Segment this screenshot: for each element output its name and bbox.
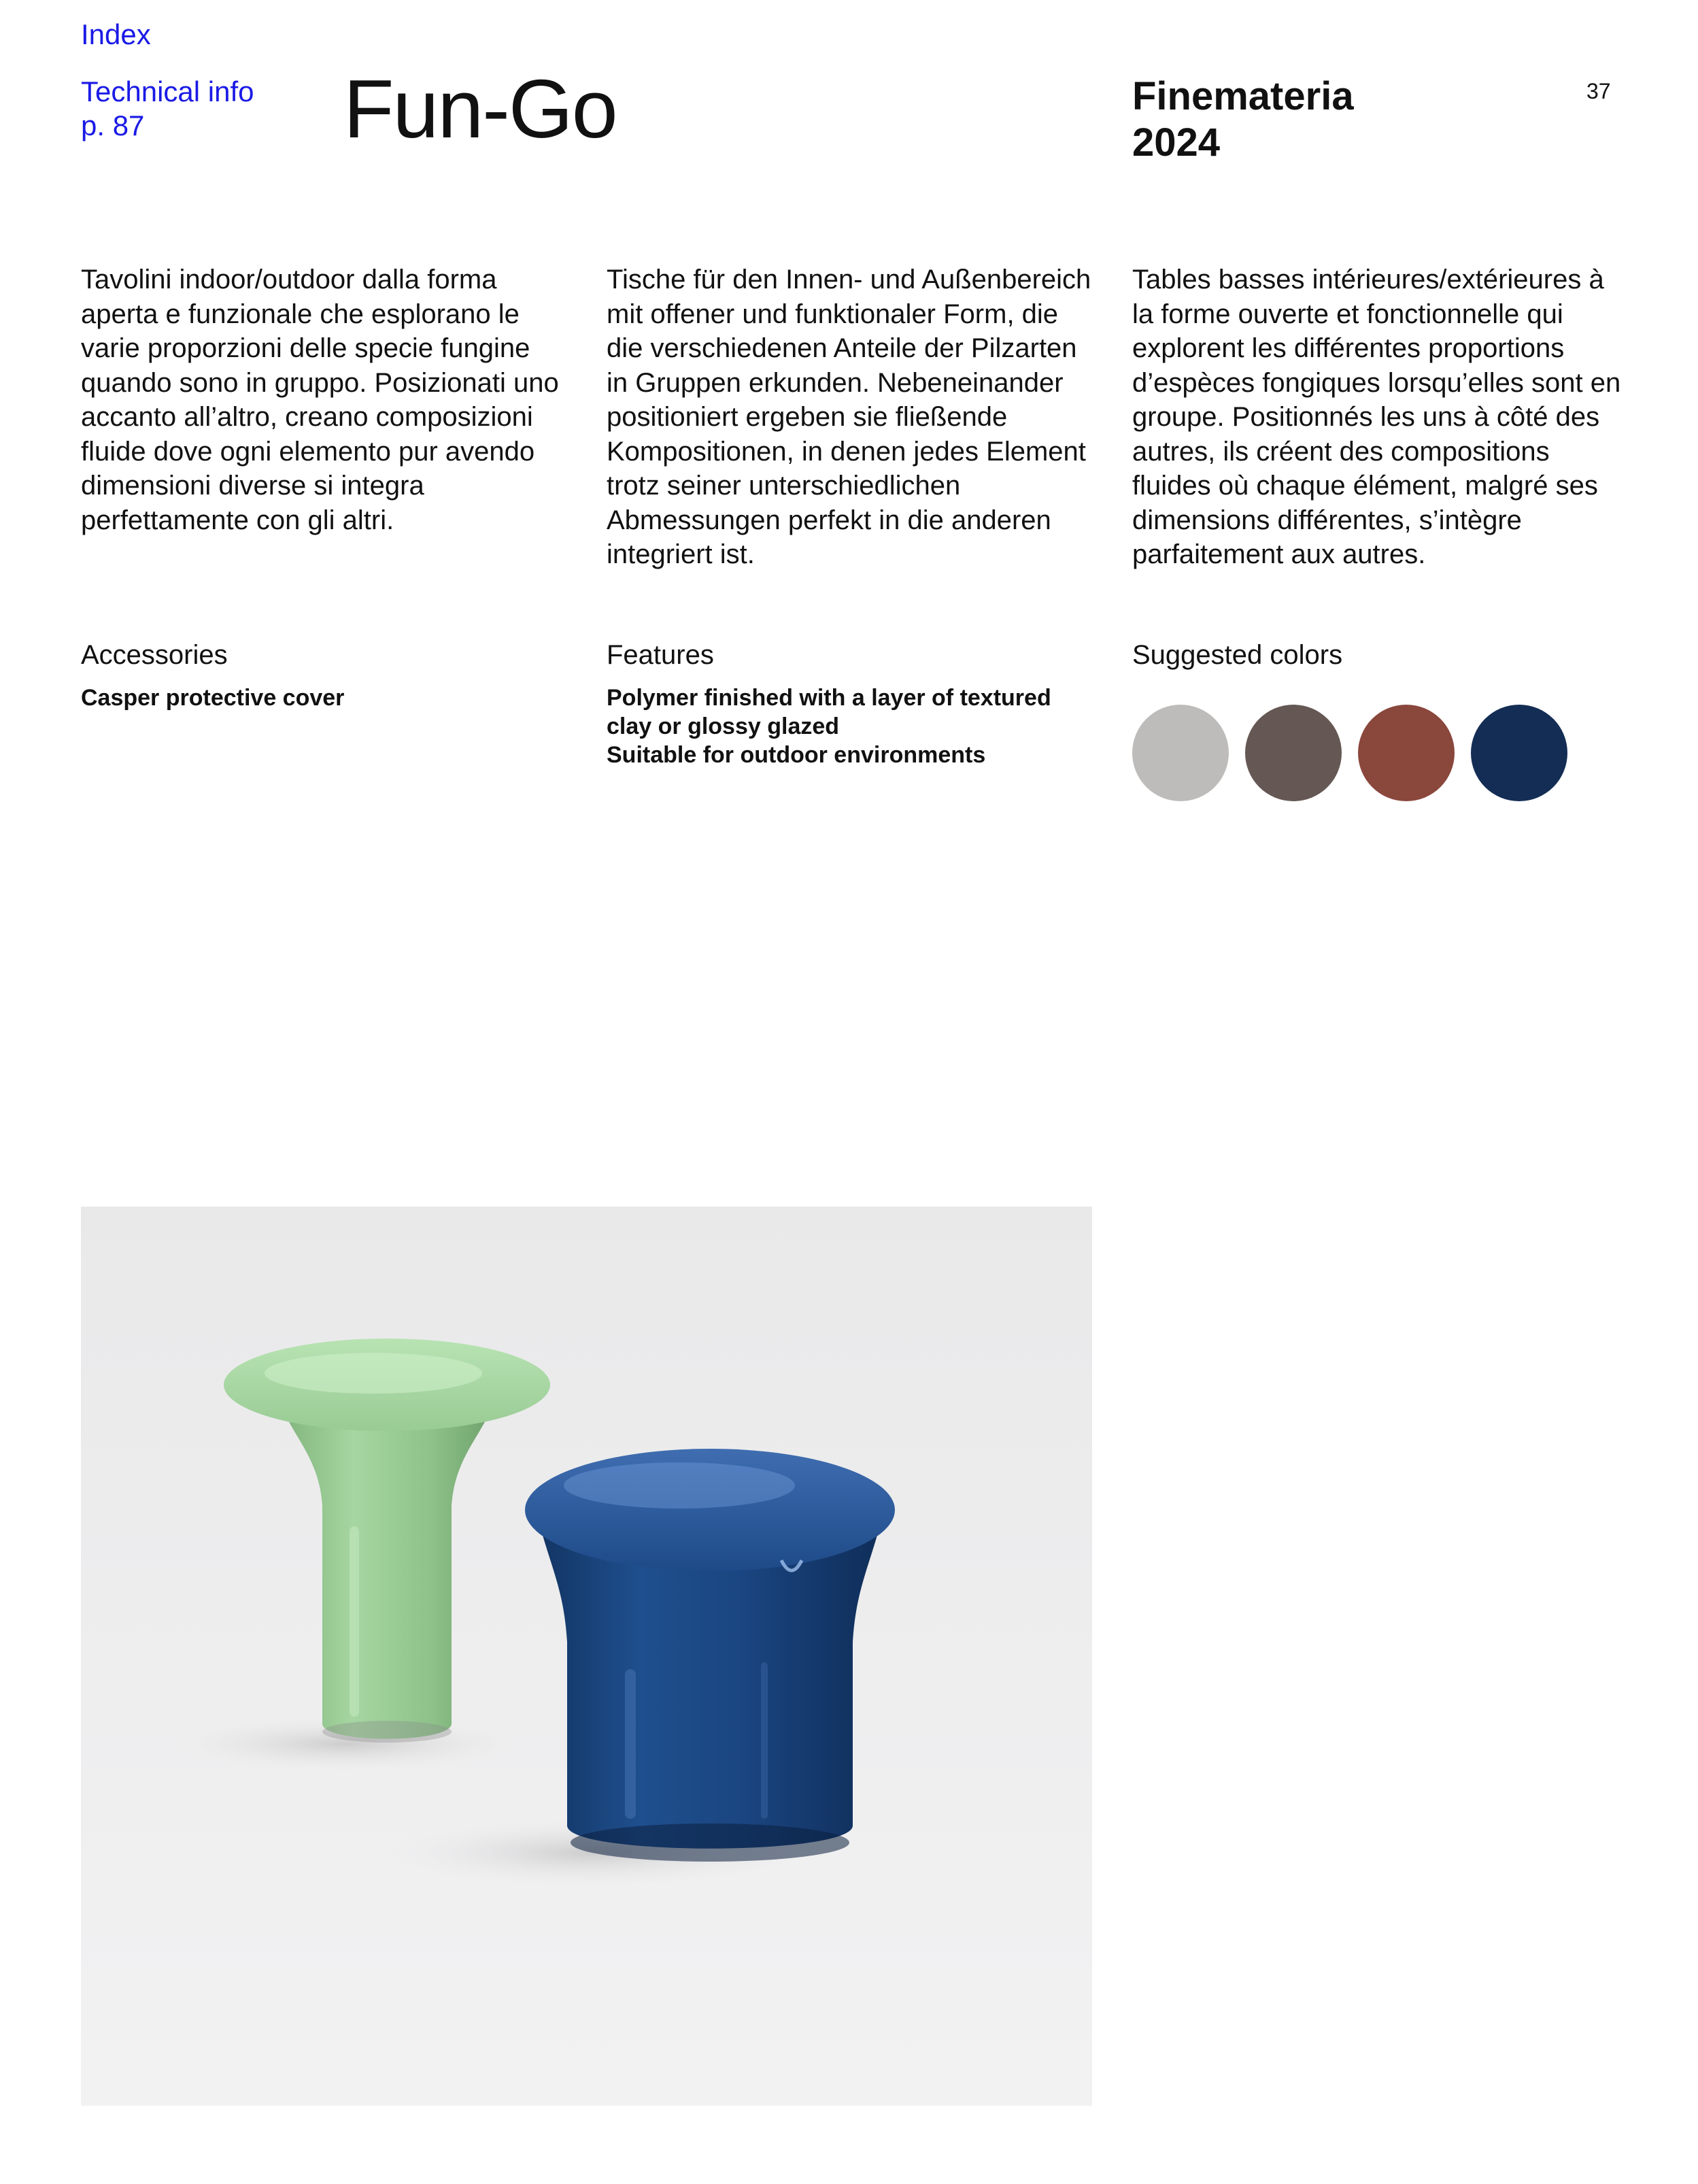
accessories-heading: Accessories [81, 640, 228, 670]
green-table [224, 1339, 550, 1743]
description-italian: Tavolini indoor/outdoor dalla forma aperta e funzionale che esplorano le varie proporzioni delle specie fungine quando sono in gruppo. Posizionati uno accanto all’altro, creano composizioni fluide dove ogni elemento pur avendo dimensioni diverse si integra perfettamente con gli altri. [81, 265, 559, 535]
product-title: Fun-Go [343, 63, 617, 155]
technical-info-link[interactable] [81, 75, 254, 143]
swatch-light-grey[interactable] [1132, 705, 1229, 801]
description-german: Tische für den Innen- und Außenbereich mit offener und funktionaler Form, die die verschiedenen Anteile der Pilzarten in Gruppen erkunden. Nebeneinander positioniert ergeben sie fließende Kompositionen, in denen jedes Element trotz seiner unterschiedlichen Abmessungen perfekt in die anderen integriert ist. [607, 265, 1091, 569]
technical-info-label: Technical info [81, 75, 254, 107]
feature-line-2: clay or glossy glazed [607, 713, 840, 739]
feature-line-3: Suitable for outdoor environments [607, 742, 986, 768]
swatch-taupe[interactable] [1245, 705, 1342, 801]
page-number: 37 [1586, 79, 1611, 103]
suggested-colors-heading: Suggested colors [1132, 640, 1343, 670]
index-link[interactable]: Index [81, 18, 151, 50]
brand-block [1132, 73, 1354, 166]
swatch-navy[interactable] [1471, 705, 1567, 801]
feature-line-1: Polymer finished with a layer of textured [607, 685, 1051, 711]
color-swatches [1132, 705, 1567, 801]
swatch-terracotta[interactable] [1358, 705, 1455, 801]
accessories-item: Casper protective cover [81, 685, 345, 711]
product-photo-illustration [81, 1207, 1092, 2106]
product-photo [81, 1207, 1092, 2106]
technical-info-page: p. 87 [81, 110, 145, 141]
features-list [607, 684, 1110, 769]
blue-table [525, 1449, 895, 1862]
features-heading: Features [607, 640, 714, 670]
brand-year: 2024 [1132, 120, 1221, 165]
brand-name: Finemateria [1132, 74, 1354, 118]
description-french: Tables basses intérieures/extérieures à la forme ouverte et fonctionnelle qui explorent les différentes proportions d’espèces fongiques lorsqu’elles sont en groupe. Positionnés les uns à côté des autres, ils créent des compositions fluides où chaque élément, malgré ses dimensions différentes, s’intègre parfaitement aux autres. [1132, 265, 1621, 569]
